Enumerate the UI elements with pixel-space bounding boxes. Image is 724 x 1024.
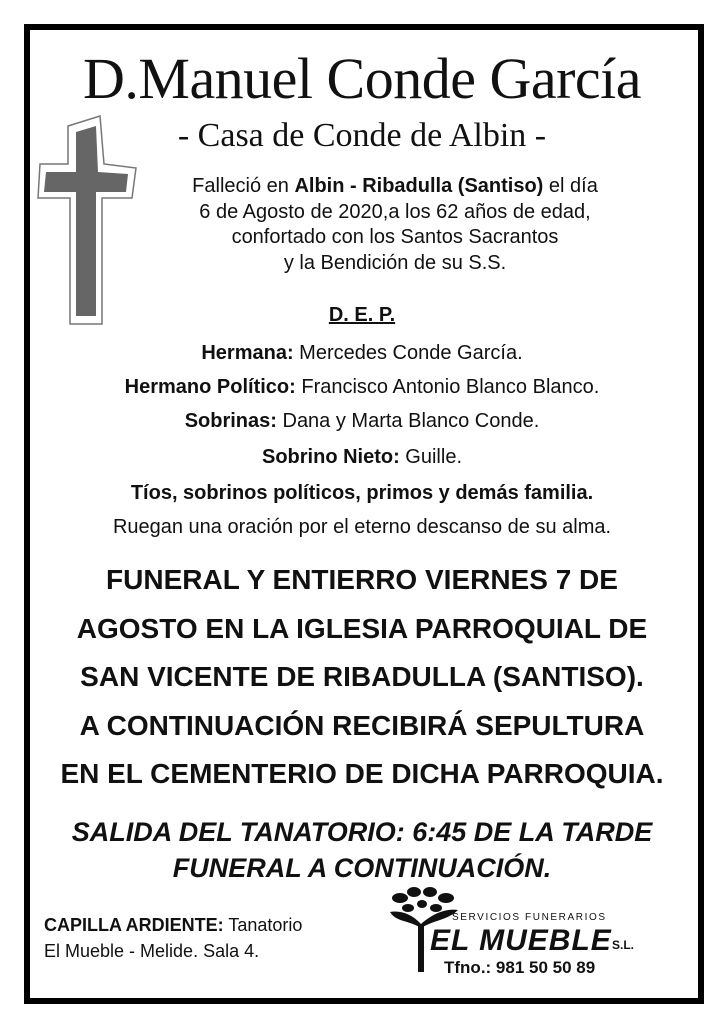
chapel-line-1: CAPILLA ARDIENTE: Tanatorio — [44, 915, 303, 935]
funeral-line: AGOSTO EN LA IGLESIA PARROQUIAL DE — [76, 612, 648, 644]
departure-line: SALIDA DEL TANATORIO: 6:45 DE LA TARDE — [71, 817, 653, 847]
departure-line: FUNERAL A CONTINUACIÓN. — [172, 853, 552, 883]
brand-name: EL MUEBLE — [430, 924, 612, 957]
family-member: Hermano Político: Francisco Antonio Blanco Blanco. — [124, 376, 600, 398]
intro-line-4: y la Bendición de su S.S. — [283, 251, 507, 274]
prayer-request: Ruegan una oración por el eterno descanso de su alma. — [112, 516, 612, 538]
departure-info — [30, 814, 694, 886]
intro-line-1: Falleció en Albin - Ribadulla (Santiso) el día — [192, 175, 598, 197]
house-name: - Casa de Conde de Albin - — [177, 117, 547, 154]
family-member: Hermana: Mercedes Conde García. — [201, 342, 523, 364]
intro-line-3: confortado con los Santos Sacrantos — [231, 226, 559, 248]
funeral-line: SAN VICENTE DE RIBADULLA (SANTISO). — [80, 661, 644, 692]
funeral-line: FUNERAL Y ENTIERRO VIERNES 7 DE — [106, 564, 618, 595]
rip-heading: D. E. P. — [328, 304, 396, 326]
death-notice-intro — [130, 174, 660, 276]
services-label: SERVICIOS FUNERARIOS — [452, 912, 607, 923]
chapel-line-2: El Mueble - Melide. Sala 4. — [44, 941, 260, 961]
intro-line-2: 6 de Agosto de 2020,a los 62 años de edad, — [199, 200, 591, 223]
deceased-name: D.Manuel Conde García — [82, 46, 642, 111]
brand-suffix: S.L. — [612, 938, 635, 952]
family-member: Sobrino Nieto: Guille. — [261, 446, 462, 468]
death-place: Albin - Ribadulla (Santiso) — [294, 175, 544, 197]
funeral-line: A CONTINUACIÓN RECIBIRÁ SEPULTURA — [79, 709, 645, 741]
phone-number: Tfno.: 981 50 50 89 — [444, 958, 596, 977]
other-relatives: Tíos, sobrinos políticos, primos y demás familia. — [130, 482, 594, 504]
funeral-home-logo — [388, 884, 648, 976]
chapel-info — [44, 912, 344, 964]
family-member: Sobrinas: Dana y Marta Blanco Conde. — [184, 410, 540, 432]
funeral-announcement — [30, 556, 694, 799]
funeral-line: EN EL CEMENTERIO DE DICHA PARROQUIA. — [60, 758, 664, 789]
